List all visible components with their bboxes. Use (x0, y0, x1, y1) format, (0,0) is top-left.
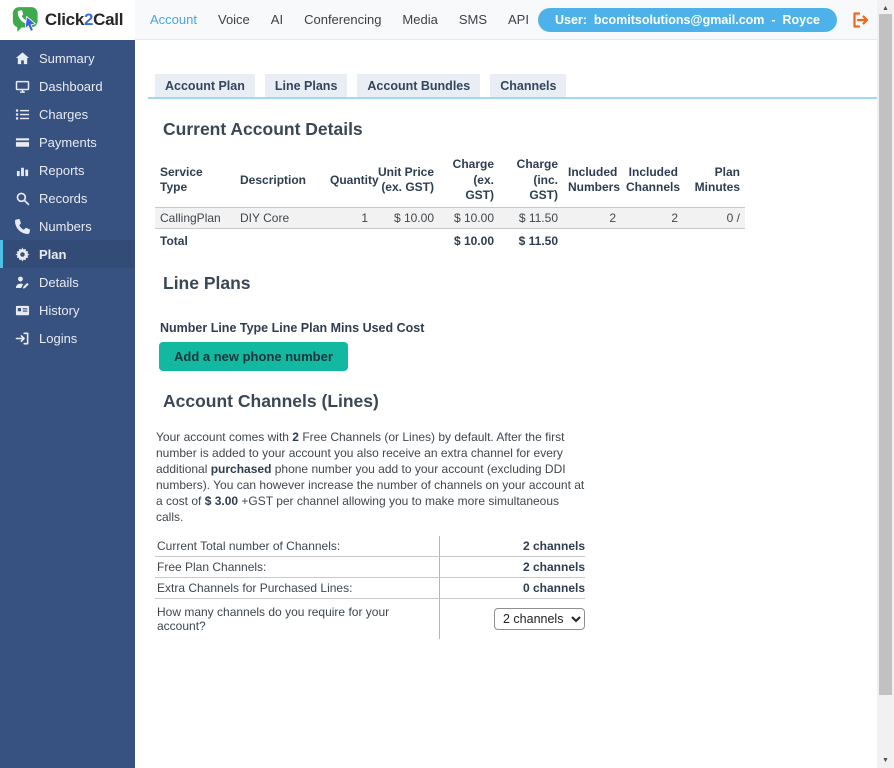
account-details-table (155, 154, 745, 253)
sidebar (0, 40, 135, 768)
sidebar-item-numbers[interactable] (0, 212, 135, 240)
line-plans-column-headers: Number Line Type Line Plan Mins Used Cost (160, 320, 425, 335)
column-header-line2: Channels (626, 180, 681, 195)
nav-item-api[interactable]: API (508, 12, 529, 27)
column-header-line2: (ex. GST) (381, 180, 434, 195)
sidebar-menu (0, 44, 135, 352)
account-table-cell: 2 (609, 210, 616, 225)
user-area (538, 8, 870, 32)
sidebar-item-reports[interactable] (0, 156, 135, 184)
account-table-cell: $ 10.00 (453, 210, 494, 225)
sidebar-item-label: History (39, 302, 80, 318)
account-table-column-header (683, 154, 745, 207)
description-text: Your account comes with (156, 429, 293, 444)
account-table-header-row (155, 154, 745, 207)
sidebar-item-details[interactable] (0, 268, 135, 296)
sidebar-item-label: Records (39, 190, 88, 206)
account-table-total-cell (373, 228, 439, 253)
brand-name: Click2Call (44, 9, 124, 29)
sidebar-item-label: Reports (39, 162, 85, 178)
column-header-line2: Minutes (694, 180, 740, 195)
sidebar-item-plan[interactable] (0, 240, 135, 268)
account-table-total-cell (563, 228, 621, 253)
nav-item-account[interactable]: Account (150, 12, 197, 27)
column-header-line1: Included (628, 164, 678, 179)
account-channels-title: Account Channels (Lines) (163, 390, 379, 411)
brand-logo[interactable] (0, 0, 135, 40)
main-content (135, 40, 877, 768)
tab-channels[interactable]: Channels (490, 74, 566, 97)
click2call-logo-icon (12, 6, 42, 33)
sidebar-item-label: Numbers (39, 218, 92, 234)
account-table-cell: 1 (361, 210, 368, 225)
account-table-cell: 0 / (726, 210, 740, 225)
channels-row-label: Extra Channels for Purchased Lines: (155, 577, 439, 598)
description-text: $ 3.00 (204, 493, 239, 508)
column-header-line1: Charge (516, 157, 558, 171)
nav-item-conferencing[interactable]: Conferencing (304, 12, 382, 27)
sidebar-item-payments[interactable] (0, 128, 135, 156)
sidebar-item-charges[interactable] (0, 100, 135, 128)
user-edit-icon (15, 275, 30, 290)
account-table-column-header (621, 154, 683, 207)
column-header-line1: Description (240, 172, 307, 187)
scroll-up-icon[interactable]: ▲ (882, 4, 889, 12)
description-text: purchased (210, 461, 272, 476)
user-badge[interactable]: User: bcomitsolutions@gmail.com - Royce (538, 8, 837, 32)
sidebar-item-logins[interactable] (0, 324, 135, 352)
channels-row-value: 0 channels (439, 577, 585, 598)
sidebar-item-label: Logins (39, 330, 78, 346)
sidebar-item-records[interactable] (0, 184, 135, 212)
account-table-total-cell (621, 228, 683, 253)
account-table-column-header (235, 154, 325, 207)
account-table-cell: $ 11.50 (518, 210, 558, 225)
channels-description (156, 429, 588, 525)
account-table-total-cell: Total (160, 233, 188, 248)
scroll-down-icon[interactable]: ▼ (882, 756, 889, 764)
account-table-column-header (373, 154, 439, 207)
vertical-scrollbar[interactable] (877, 0, 894, 768)
channels-row-label: Current Total number of Channels: (155, 536, 439, 557)
search-icon (15, 191, 30, 206)
description-text: Free Channels (or Lines) by default. After the first number is added to your account you also receive an extra channel for every additional (156, 429, 565, 476)
account-table-total-row (155, 228, 745, 253)
sidebar-item-label: Payments (39, 134, 97, 150)
tab-account-bundles[interactable]: Account Bundles (357, 74, 480, 97)
column-header-line2: (inc. GST) (529, 172, 558, 203)
nav-item-ai[interactable]: AI (270, 12, 284, 27)
channels-table-row (155, 556, 585, 577)
column-header-line1: Included (568, 164, 618, 179)
sidebar-item-label: Details (39, 274, 79, 290)
tab-bar (148, 74, 877, 99)
sidebar-item-label: Summary (39, 50, 95, 66)
channels-table-row (155, 577, 585, 598)
account-table-cell: CallingPlan (160, 210, 221, 225)
account-table-total-cell: $ 10.00 (453, 233, 494, 248)
account-table-cell: $ 10.00 (393, 210, 434, 225)
top-nav (150, 12, 529, 27)
phone-icon (15, 219, 30, 234)
bar-chart-icon (15, 163, 30, 178)
description-text: +GST per channel allowing you to make more simultaneous calls. (156, 493, 560, 524)
column-header-line1: Unit Price (378, 164, 435, 179)
channels-table-row (155, 536, 585, 557)
desktop-icon (15, 79, 30, 94)
channels-row-value: 2 channels (439, 556, 585, 577)
channels-select-label: How many channels do you require for your account? (157, 604, 390, 633)
nav-item-sms[interactable]: SMS (458, 12, 488, 27)
column-header-line1: Service Type (160, 164, 203, 195)
sidebar-item-summary[interactable] (0, 44, 135, 72)
tab-line-plans[interactable]: Line Plans (265, 74, 348, 97)
account-table-total-cell (325, 228, 373, 253)
sign-out-icon[interactable] (850, 10, 870, 30)
line-plans-title: Line Plans (163, 272, 251, 293)
credit-card-icon (15, 135, 30, 150)
sidebar-item-label: Plan (39, 246, 67, 262)
account-table-total-cell (235, 228, 325, 253)
account-table-column-header (439, 154, 499, 207)
column-header-line1: Plan (714, 164, 740, 179)
gear-icon (15, 247, 30, 262)
add-phone-number-button[interactable]: Add a new phone number (159, 342, 348, 371)
channels-row-value: 2 channels (439, 536, 585, 557)
sidebar-item-history[interactable] (0, 296, 135, 324)
top-bar (0, 0, 894, 40)
account-table-column-header (325, 154, 379, 207)
account-table-cell: 2 (671, 210, 678, 225)
channels-table (155, 536, 585, 639)
description-text: phone number you add to your account (excluding DDI numbers). You can however increase the number of channels on your account at a cost of (156, 461, 585, 508)
scrollbar-thumb[interactable] (879, 14, 892, 695)
account-table-column-header (563, 154, 621, 207)
account-table-column-header (155, 154, 235, 207)
id-card-icon (15, 303, 30, 318)
account-table-column-header (499, 154, 563, 207)
nav-item-media[interactable]: Media (402, 12, 438, 27)
channels-table-body (155, 536, 585, 639)
account-details-title: Current Account Details (163, 119, 363, 139)
account-table-total-cell (683, 228, 745, 253)
nav-item-voice[interactable]: Voice (217, 12, 250, 27)
sidebar-item-label: Dashboard (39, 78, 103, 94)
list-icon (15, 107, 30, 122)
tab-account-plan[interactable]: Account Plan (155, 74, 255, 97)
sidebar-item-dashboard[interactable] (0, 72, 135, 100)
sign-in-icon (15, 331, 30, 346)
home-icon (15, 51, 30, 66)
account-table-cell: DIY Core (240, 210, 290, 225)
channels-select-row (155, 598, 585, 639)
channels-row-label: Free Plan Channels: (155, 556, 439, 577)
channels-quantity-select[interactable] (494, 608, 585, 630)
column-header-line2: Numbers (568, 180, 621, 195)
account-table-data-row (155, 207, 745, 228)
column-header-line1: Quantity (330, 172, 379, 187)
sidebar-item-label: Charges (39, 106, 89, 122)
column-header-line2: (ex. GST) (465, 172, 494, 203)
account-table-total-cell: $ 11.50 (518, 233, 558, 248)
description-text: 2 (292, 429, 299, 444)
column-header-line1: Charge (452, 157, 494, 171)
